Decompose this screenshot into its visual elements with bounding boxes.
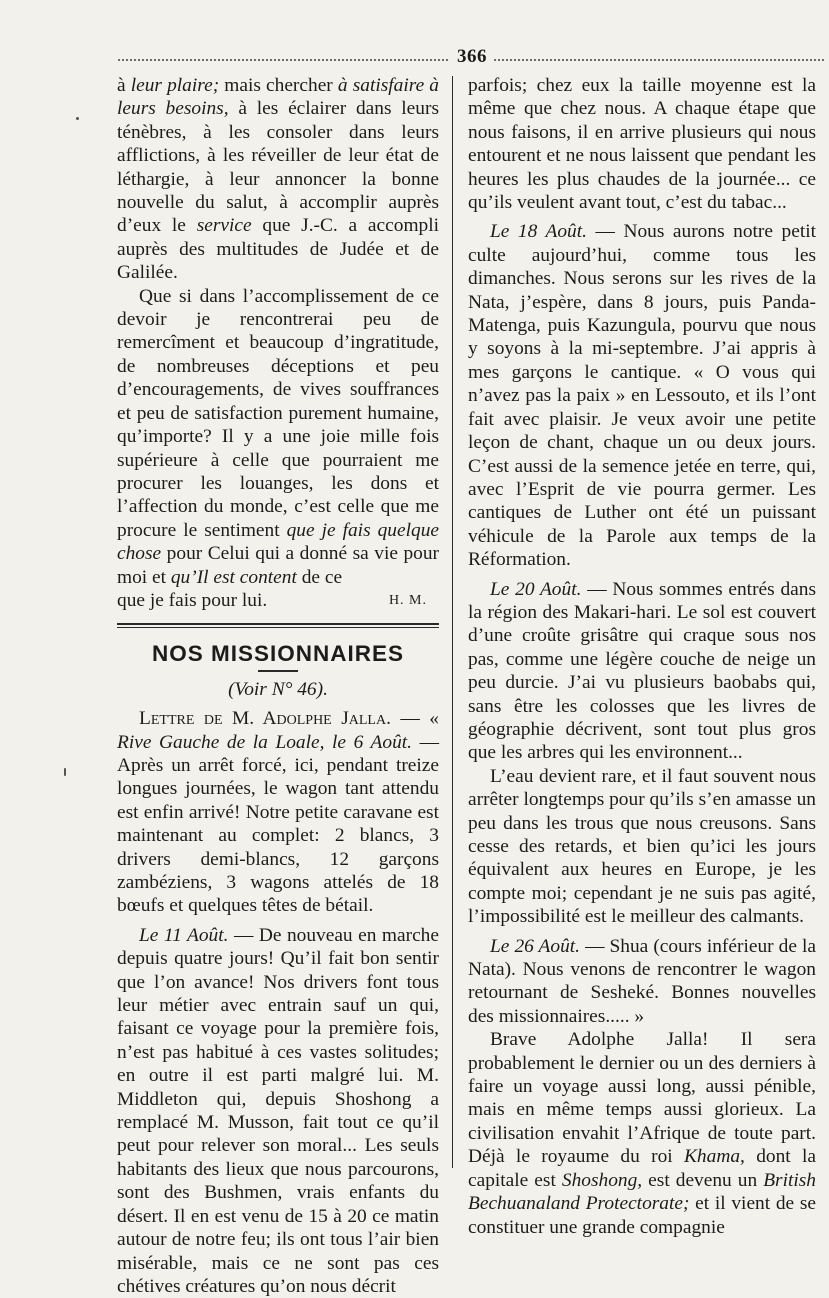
entry-body: — Shua (cours inférieur de la Nata). Nous venons de rencontrer le wagon retournant de Sesheké. Bonnes nouvelles des missionnaires..... » (468, 935, 816, 1027)
author-initials: H. M. (388, 592, 427, 608)
italic-run: à satisfaire à leurs besoins, (117, 75, 439, 120)
entry-date: Le 20 Août. (490, 578, 582, 600)
entry-aug-11 (117, 924, 439, 1298)
entry-aug-20 (468, 578, 816, 765)
text-run: est devenu un (642, 1169, 764, 1191)
letter-place-date: Rive Gauche de la Loale, le 6 Août. (117, 731, 413, 753)
left-column (117, 74, 439, 1298)
paragraph-continued: parfois; chez eux la taille moyenne est la même que chez nous. A chaque étape que nous faisons, il en arrive plusieurs qui nous entourent et ne nous laissent que pendant les heures les plus chaudes de la journée... ce qu’ils veulent avant tout, c’est du tabac... (468, 75, 816, 214)
column-divider (452, 76, 453, 1168)
section-rule (117, 623, 439, 625)
paragraph-joy (117, 285, 439, 589)
text-run: — (390, 708, 430, 730)
text-run: pour Celui qui a donné sa vie pour moi et (117, 543, 439, 588)
paragraph-water: L’eau devient rare, et il faut souvent nous arrêter longtemps pour qu’ils s’en amasse un peu dans les trous que nous creusons. Sans cesse des retards, et bien qu’ici les jours équivalent aux heures en Europe, je les compte moi; cependant je ne suis pas agité, l’impossibilité est le meilleur des calmants. (468, 765, 816, 928)
italic-run: que je fais quelque chose (117, 519, 439, 565)
text-run: Brave Adolphe Jalla! Il sera probablement le dernier ou un des derniers à faire un voyage aussi long, aussi pénible, mais en même temps aussi glorieux. La civilisation envahit l’Afrique de toute part. Déjà le royaume du roi (468, 1029, 816, 1168)
text-run: « (429, 708, 439, 730)
entry-body: — Nous aurons notre petit culte aujourd’hui, comme tous les dimanches. Nous serons sur les rives de la Nata, j’espère, dans 8 jours, puis Panda-Matenga, puis Kazungula, pourvu que nous y soyons à la mi-septembre. J’ai appris à mes garçons le cantique. « O vous qui n’avez pas la paix » en Lessouto, et ils l’ont fait avec plaisir. Je veux avoir une petite leçon de chant, chaque un ou deux jours. C’est aussi de la semence jetée en terre, qui, avec l’Esprit de vie pourra germer. Les cantiques de Luther ont été un puissant véhicule de la Parole aux temps de la Réformation. (468, 221, 816, 571)
paragraph-service (117, 74, 439, 285)
entry-date: Le 26 Août. (490, 935, 581, 957)
entry-date: Le 11 Août. (139, 924, 229, 946)
text-run: et il vient de se constituer une grande compagnie (468, 1193, 816, 1238)
italic-run: leur plaire; (130, 75, 220, 96)
text-run: dont la capitale est (468, 1146, 816, 1191)
paragraph-closing (468, 1028, 816, 1239)
section-rule-thin (117, 627, 439, 628)
header-rule-left (118, 59, 448, 61)
letter-heading: Lettre de M. Adolphe Jalla. (139, 708, 391, 730)
italic-run: service (196, 215, 252, 237)
italic-run: British Bechuanaland Protectorate; (468, 1169, 816, 1215)
paper-speck (64, 768, 66, 776)
entry-date: Le 18 Août. (490, 221, 587, 243)
letter-opening (117, 707, 439, 918)
signature-line (117, 589, 439, 612)
italic-run: Shoshong, (561, 1169, 643, 1191)
text-run: à les éclairer dans leurs ténèbres, à les consoler dans leurs afflictions, à les réveiller de leur état de léthargie, à leur annoncer la bonne nouvelle du salut, à accomplir auprès d’eux le (117, 98, 439, 237)
page-number: 366 (457, 46, 487, 67)
paper-speck (76, 117, 79, 120)
right-column (468, 74, 816, 1239)
text-run: de ce (296, 566, 343, 588)
section-title: NOS MISSIONNAIRES (151, 641, 405, 667)
text-run: à (117, 75, 131, 96)
header-rule-right (494, 59, 824, 61)
page-header (118, 46, 824, 68)
text-run: Que si dans l’accomplissement de ce devoir je rencontrerai peu de remercîment et beaucoup d’ingratitude, de nombreuses déceptions et peu d’encouragements, de vives souffrances et peu de satisfaction purement humaine, qu’importe? Il y a une joie mille fois supérieure à celle que pourraient me procurer les louanges, les dons et l’affection du monde, c’est celle que me procure le sentiment (117, 285, 439, 541)
letter-body: — Après un arrêt forcé, ici, pendant treize longues journées, le wagon tant attendu est enfin arrivé! Notre petite caravane est maintenant au complet: 2 blancs, 3 drivers demi-blancs, 12 garçons zambéziens, 3 wagons attelés de 18 bœufs et quelques têtes de bétail. (117, 731, 440, 917)
italic-run: qu’Il est content (170, 566, 297, 588)
cross-reference: (Voir N° 46). (228, 678, 328, 700)
entry-aug-26 (468, 935, 816, 1029)
text-run: que J.-C. a accompli auprès des multitudes de Judée et de Galilée. (117, 215, 440, 284)
entry-body: — Nous sommes entrés dans la région des Makari-hari. Le sol est couvert d’une croûte grisâtre qui craque sous nos pas, comme une légère couche de neige un peu durcie. J’ai vu plusieurs baobabs qui, sans être les colosses que les livres de géographie décrivent, sont tout plus gros que les arbres qui les environnent... (468, 578, 816, 764)
title-underline (258, 670, 298, 672)
text-run: mais chercher (219, 75, 338, 96)
italic-run: Khama, (684, 1146, 745, 1168)
entry-aug-18 (468, 220, 816, 571)
last-line: que je fais pour lui. (117, 589, 268, 611)
entry-body: — De nouveau en marche depuis quatre jours! Qu’il fait bon sentir que l’on avance! Nos drivers font tous leur métier avec entrain sauf un qui, faisant ce voyage pour la première fois, n’est pas habitué à ces vastes solitudes; en outre il est parti malgré lui. M. Middleton qui, depuis Shoshong a remplacé M. Musson, fait tout ce qu’il peut pour relever son moral... Les seuls habitants des lieux que nous parcourons, sont des Bushmen, vrais enfants du désert. Il en est venu de 15 à 20 ce matin autour de notre feu; ils ont tous l’air bien misérable, mais ce ne sont pas ces chétives créatures qu’on nous décrit (117, 924, 439, 1297)
